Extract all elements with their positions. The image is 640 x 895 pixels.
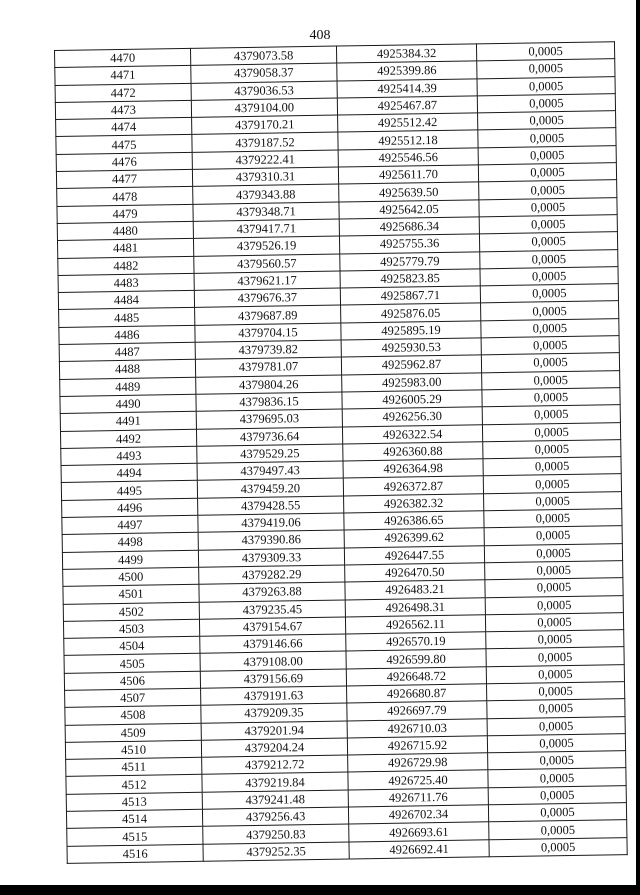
value-cell: 0,0005 <box>479 215 617 234</box>
y-coordinate-cell: 4925823.85 <box>340 269 480 288</box>
y-coordinate-cell: 4926562.11 <box>345 615 485 634</box>
y-coordinate-cell: 4926322.54 <box>342 424 482 443</box>
x-coordinate-cell: 4379560.57 <box>194 254 340 274</box>
y-coordinate-cell: 4926498.31 <box>345 597 485 616</box>
value-cell: 0,0005 <box>479 197 617 216</box>
x-coordinate-cell: 4379146.66 <box>200 634 346 654</box>
y-coordinate-cell: 4926570.19 <box>346 632 486 651</box>
y-coordinate-cell: 4925512.18 <box>338 130 478 149</box>
value-cell: 0,0005 <box>478 128 616 147</box>
x-coordinate-cell: 4379390.86 <box>198 530 344 550</box>
x-coordinate-cell: 4379235.45 <box>199 599 345 619</box>
value-cell: 0,0005 <box>481 336 619 355</box>
value-cell: 0,0005 <box>489 837 627 856</box>
y-coordinate-cell: 4925611.70 <box>338 165 478 184</box>
x-coordinate-cell: 4379187.52 <box>192 133 338 153</box>
point-number-cell: 4490 <box>60 394 196 413</box>
y-coordinate-cell: 4925962.87 <box>341 355 481 374</box>
value-cell: 0,0005 <box>484 543 622 562</box>
y-coordinate-cell: 4926725.40 <box>348 770 488 789</box>
value-cell: 0,0005 <box>485 561 623 580</box>
x-coordinate-cell: 4379108.00 <box>200 651 346 671</box>
y-coordinate-cell: 4926360.88 <box>343 442 483 461</box>
point-number-cell: 4478 <box>57 187 193 206</box>
y-coordinate-cell: 4925642.05 <box>339 200 479 219</box>
value-cell: 0,0005 <box>480 267 618 286</box>
value-cell: 0,0005 <box>484 526 622 545</box>
value-cell: 0,0005 <box>485 595 623 614</box>
point-number-cell: 4481 <box>57 239 193 258</box>
x-coordinate-cell: 4379263.88 <box>199 582 345 602</box>
value-cell: 0,0005 <box>480 249 618 268</box>
x-coordinate-cell: 4379209.35 <box>201 703 347 723</box>
x-coordinate-cell: 4379104.00 <box>191 98 337 118</box>
value-cell: 0,0005 <box>477 59 615 78</box>
point-number-cell: 4474 <box>56 118 192 137</box>
point-number-cell: 4491 <box>60 412 196 431</box>
value-cell: 0,0005 <box>487 716 625 735</box>
y-coordinate-cell: 4926447.55 <box>344 545 484 564</box>
scan-edge-bottom <box>0 885 640 895</box>
point-number-cell: 4493 <box>61 446 197 465</box>
value-cell: 0,0005 <box>476 42 614 61</box>
point-number-cell: 4515 <box>67 827 203 846</box>
point-number-cell: 4508 <box>65 706 201 725</box>
point-number-cell: 4502 <box>63 602 199 621</box>
value-cell: 0,0005 <box>481 301 619 320</box>
scan-edge-right <box>636 0 640 895</box>
y-coordinate-cell: 4925546.56 <box>338 148 478 167</box>
value-cell: 0,0005 <box>487 699 625 718</box>
y-coordinate-cell: 4926470.50 <box>345 563 485 582</box>
x-coordinate-cell: 4379695.03 <box>196 409 342 429</box>
value-cell: 0,0005 <box>487 682 625 701</box>
point-number-cell: 4496 <box>62 498 198 517</box>
y-coordinate-cell: 4926372.87 <box>343 476 483 495</box>
point-number-cell: 4470 <box>55 48 191 67</box>
coordinates-table-body <box>55 42 628 864</box>
point-number-cell: 4497 <box>62 515 198 534</box>
point-number-cell: 4483 <box>58 273 194 292</box>
value-cell: 0,0005 <box>488 803 626 822</box>
x-coordinate-cell: 4379836.15 <box>196 392 342 412</box>
x-coordinate-cell: 4379282.29 <box>199 565 345 585</box>
x-coordinate-cell: 4379250.83 <box>203 824 349 844</box>
x-coordinate-cell: 4379073.58 <box>190 46 336 66</box>
y-coordinate-cell: 4926692.41 <box>349 839 489 858</box>
y-coordinate-cell: 4925779.79 <box>340 251 480 270</box>
point-number-cell: 4513 <box>66 792 202 811</box>
value-cell: 0,0005 <box>483 474 621 493</box>
point-number-cell: 4485 <box>59 308 195 327</box>
point-number-cell: 4471 <box>55 66 191 85</box>
value-cell: 0,0005 <box>484 491 622 510</box>
x-coordinate-cell: 4379256.43 <box>202 807 348 827</box>
y-coordinate-cell: 4925399.86 <box>337 61 477 80</box>
page-number: 408 <box>309 28 331 43</box>
y-coordinate-cell: 4926680.87 <box>347 684 487 703</box>
value-cell: 0,0005 <box>479 232 617 251</box>
x-coordinate-cell: 4379739.82 <box>195 340 341 360</box>
point-number-cell: 4484 <box>58 290 194 309</box>
point-number-cell: 4473 <box>55 100 191 119</box>
value-cell: 0,0005 <box>479 180 617 199</box>
y-coordinate-cell: 4926693.61 <box>349 822 489 841</box>
y-coordinate-cell: 4926648.72 <box>346 666 486 685</box>
point-number-cell: 4495 <box>61 481 197 500</box>
x-coordinate-cell: 4379252.35 <box>203 842 349 862</box>
y-coordinate-cell: 4926399.62 <box>344 528 484 547</box>
y-coordinate-cell: 4925755.36 <box>339 234 479 253</box>
value-cell: 0,0005 <box>478 163 616 182</box>
point-number-cell: 4480 <box>57 221 193 240</box>
point-number-cell: 4510 <box>65 740 201 759</box>
y-coordinate-cell: 4925384.32 <box>336 44 476 63</box>
x-coordinate-cell: 4379170.21 <box>192 115 338 135</box>
value-cell: 0,0005 <box>488 768 626 787</box>
x-coordinate-cell: 4379497.43 <box>197 461 343 481</box>
x-coordinate-cell: 4379219.84 <box>202 772 348 792</box>
x-coordinate-cell: 4379687.89 <box>195 305 341 325</box>
y-coordinate-cell: 4926729.98 <box>348 753 488 772</box>
x-coordinate-cell: 4379154.67 <box>199 617 345 637</box>
point-number-cell: 4506 <box>64 671 200 690</box>
point-number-cell: 4488 <box>59 360 195 379</box>
value-cell: 0,0005 <box>481 353 619 372</box>
value-cell: 0,0005 <box>482 388 620 407</box>
value-cell: 0,0005 <box>486 647 624 666</box>
x-coordinate-cell: 4379309.33 <box>198 548 344 568</box>
point-number-cell: 4482 <box>58 256 194 275</box>
x-coordinate-cell: 4379676.37 <box>194 288 340 308</box>
point-number-cell: 4494 <box>61 463 197 482</box>
value-cell: 0,0005 <box>482 405 620 424</box>
point-number-cell: 4486 <box>59 325 195 344</box>
x-coordinate-cell: 4379804.26 <box>196 375 342 395</box>
point-number-cell: 4487 <box>59 342 195 361</box>
point-number-cell: 4512 <box>66 775 202 794</box>
x-coordinate-cell: 4379459.20 <box>197 478 343 498</box>
y-coordinate-cell: 4925639.50 <box>339 182 479 201</box>
y-coordinate-cell: 4926697.79 <box>347 701 487 720</box>
point-number-cell: 4501 <box>63 584 199 603</box>
y-coordinate-cell: 4926386.65 <box>344 511 484 530</box>
y-coordinate-cell: 4926382.32 <box>344 494 484 513</box>
point-number-cell: 4507 <box>65 688 201 707</box>
value-cell: 0,0005 <box>487 733 625 752</box>
y-coordinate-cell: 4925930.53 <box>341 338 481 357</box>
y-coordinate-cell: 4925414.39 <box>337 78 477 97</box>
point-number-cell: 4516 <box>67 844 203 863</box>
x-coordinate-cell: 4379781.07 <box>195 357 341 377</box>
value-cell: 0,0005 <box>483 439 621 458</box>
y-coordinate-cell: 4926715.92 <box>347 736 487 755</box>
point-number-cell: 4475 <box>56 135 192 154</box>
y-coordinate-cell: 4926483.21 <box>345 580 485 599</box>
point-number-cell: 4514 <box>66 809 202 828</box>
value-cell: 0,0005 <box>483 457 621 476</box>
y-coordinate-cell: 4926364.98 <box>343 459 483 478</box>
value-cell: 0,0005 <box>477 76 615 95</box>
y-coordinate-cell: 4925467.87 <box>337 96 477 115</box>
value-cell: 0,0005 <box>489 820 627 839</box>
y-coordinate-cell: 4925983.00 <box>342 372 482 391</box>
point-number-cell: 4489 <box>60 377 196 396</box>
y-coordinate-cell: 4926710.03 <box>347 718 487 737</box>
x-coordinate-cell: 4379212.72 <box>202 755 348 775</box>
y-coordinate-cell: 4925876.05 <box>341 303 481 322</box>
point-number-cell: 4505 <box>64 654 200 673</box>
y-coordinate-cell: 4926256.30 <box>342 407 482 426</box>
point-number-cell: 4509 <box>65 723 201 742</box>
value-cell: 0,0005 <box>488 751 626 770</box>
x-coordinate-cell: 4379621.17 <box>194 271 340 291</box>
x-coordinate-cell: 4379736.64 <box>196 427 342 447</box>
coordinates-table-container <box>54 41 627 864</box>
y-coordinate-cell: 4926702.34 <box>348 805 488 824</box>
value-cell: 0,0005 <box>477 94 615 113</box>
x-coordinate-cell: 4379529.25 <box>197 444 343 464</box>
y-coordinate-cell: 4925686.34 <box>339 217 479 236</box>
x-coordinate-cell: 4379343.88 <box>193 184 339 204</box>
x-coordinate-cell: 4379428.55 <box>198 496 344 516</box>
x-coordinate-cell: 4379058.37 <box>191 63 337 83</box>
point-number-cell: 4479 <box>57 204 193 223</box>
x-coordinate-cell: 4379704.15 <box>195 323 341 343</box>
x-coordinate-cell: 4379201.94 <box>201 721 347 741</box>
value-cell: 0,0005 <box>482 370 620 389</box>
point-number-cell: 4511 <box>66 757 202 776</box>
x-coordinate-cell: 4379310.31 <box>192 167 338 187</box>
y-coordinate-cell: 4926005.29 <box>342 390 482 409</box>
x-coordinate-cell: 4379222.41 <box>192 150 338 170</box>
value-cell: 0,0005 <box>485 578 623 597</box>
point-number-cell: 4503 <box>63 619 199 638</box>
y-coordinate-cell: 4926711.76 <box>348 788 488 807</box>
value-cell: 0,0005 <box>486 664 624 683</box>
x-coordinate-cell: 4379348.71 <box>193 202 339 222</box>
value-cell: 0,0005 <box>481 318 619 337</box>
point-number-cell: 4499 <box>62 550 198 569</box>
x-coordinate-cell: 4379156.69 <box>200 669 346 689</box>
x-coordinate-cell: 4379036.53 <box>191 81 337 101</box>
x-coordinate-cell: 4379417.71 <box>193 219 339 239</box>
x-coordinate-cell: 4379204.24 <box>201 738 347 758</box>
point-number-cell: 4500 <box>63 567 199 586</box>
point-number-cell: 4477 <box>56 169 192 188</box>
value-cell: 0,0005 <box>482 422 620 441</box>
value-cell: 0,0005 <box>478 111 616 130</box>
value-cell: 0,0005 <box>484 509 622 528</box>
point-number-cell: 4476 <box>56 152 192 171</box>
value-cell: 0,0005 <box>488 785 626 804</box>
y-coordinate-cell: 4926599.80 <box>346 649 486 668</box>
point-number-cell: 4498 <box>62 533 198 552</box>
value-cell: 0,0005 <box>478 145 616 164</box>
y-coordinate-cell: 4925895.19 <box>341 321 481 340</box>
value-cell: 0,0005 <box>485 612 623 631</box>
y-coordinate-cell: 4925867.71 <box>340 286 480 305</box>
point-number-cell: 4492 <box>60 429 196 448</box>
value-cell: 0,0005 <box>480 284 618 303</box>
y-coordinate-cell: 4925512.42 <box>338 113 478 132</box>
point-number-cell: 4472 <box>55 83 191 102</box>
x-coordinate-cell: 4379419.06 <box>198 513 344 533</box>
x-coordinate-cell: 4379191.63 <box>201 686 347 706</box>
coordinates-table <box>54 41 628 864</box>
value-cell: 0,0005 <box>486 630 624 649</box>
x-coordinate-cell: 4379526.19 <box>193 236 339 256</box>
point-number-cell: 4504 <box>64 636 200 655</box>
x-coordinate-cell: 4379241.48 <box>202 790 348 810</box>
